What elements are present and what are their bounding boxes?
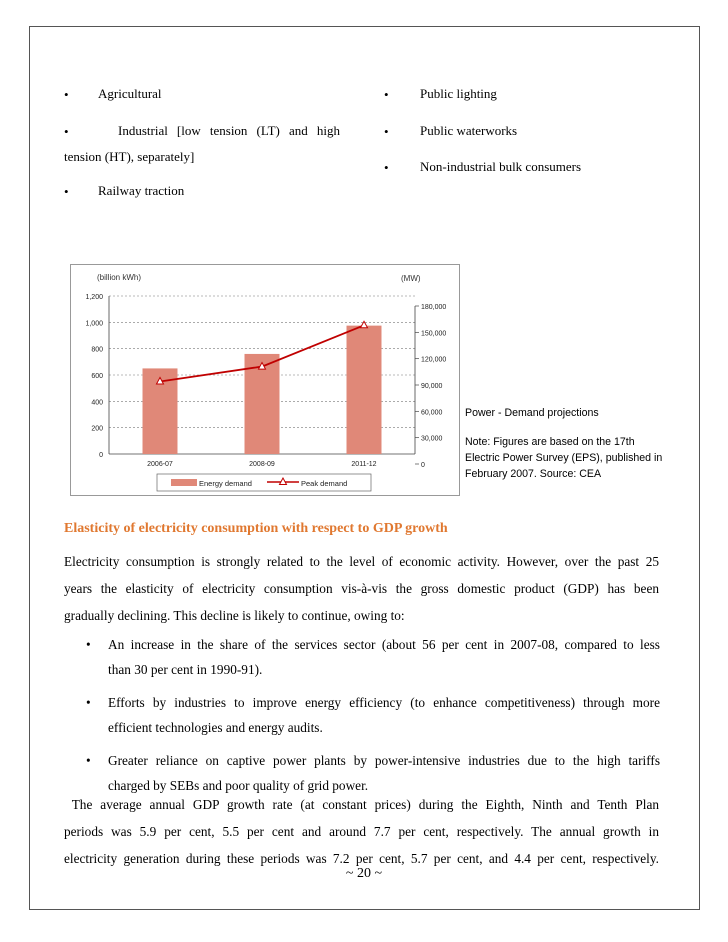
- bullet-symbol: •: [64, 124, 69, 139]
- bullet-symbol: •: [384, 124, 389, 139]
- list-item: [64, 632, 660, 682]
- bullet-public-waterworks: Public waterworks: [420, 123, 518, 138]
- intro-line: gradually declining. This decline is likely to continue, owing to:: [64, 608, 405, 623]
- y-tick-label-right: 60,000: [421, 409, 443, 417]
- bar-energy-demand: [347, 326, 382, 454]
- x-tick-label: 2008-09: [249, 461, 275, 468]
- bullet-bulk-consumers: Non-industrial bulk consumers: [420, 159, 582, 174]
- y-tick-label-right: 120,000: [421, 356, 447, 364]
- y-tick-label-right: 0: [421, 462, 425, 469]
- left-axis-unit-label: (billion kWh): [97, 273, 142, 282]
- closing-line: The average annual GDP growth rate (at constant prices) during the Eighth, Ninth and Tenth Plan: [64, 797, 659, 812]
- legend-swatch-energy: [171, 479, 197, 486]
- x-tick-label: 2006-07: [147, 461, 173, 468]
- bullet-public-lighting: Public lighting: [420, 86, 497, 101]
- intro-line: years the elasticity of electricity consumption vis-à-vis the gross domestic product (GDP) has been: [64, 581, 659, 596]
- y-tick-label-right: 150,000: [421, 330, 447, 338]
- bullet-symbol: •: [86, 637, 91, 652]
- y-tick-label-right: 90,000: [421, 383, 443, 390]
- closing-paragraph: [64, 791, 659, 872]
- chart-note-line: February 2007. Source: CEA: [465, 468, 602, 480]
- bullet-symbol: •: [384, 160, 389, 175]
- chart-caption: Power - Demand projections: [465, 407, 599, 419]
- y-tick-label-left: 800: [91, 346, 103, 354]
- list-item: [64, 690, 660, 740]
- bullet-symbol: •: [86, 753, 91, 768]
- y-tick-label-left: 0: [99, 452, 103, 459]
- demand-chart: [70, 264, 460, 496]
- bullet-symbol: •: [64, 87, 69, 102]
- right-axis-unit-label: (MW): [401, 274, 421, 283]
- bullet-railway: Railway traction: [98, 183, 185, 198]
- intro-paragraph: [64, 548, 659, 629]
- chart-note-line: Note: Figures are based on the 17th: [465, 436, 635, 448]
- y-tick-label-right: 30,000: [421, 435, 443, 443]
- y-tick-label-left: 600: [91, 373, 103, 380]
- section-heading: Elasticity of electricity consumption with respect to GDP growth: [64, 521, 448, 536]
- bullet-symbol: •: [384, 87, 389, 102]
- y-tick-label-right: 180,000: [421, 304, 447, 311]
- reason-line: than 30 per cent in 1990-91).: [108, 662, 263, 677]
- y-tick-label-left: 200: [91, 425, 103, 433]
- chart-note-line: Electric Power Survey (EPS), published in: [465, 452, 663, 464]
- legend-label-energy: Energy demand: [199, 479, 252, 488]
- bullet-agricultural: Agricultural: [98, 86, 162, 101]
- y-tick-label-left: 1,000: [85, 320, 103, 328]
- y-tick-label-left: 400: [91, 399, 103, 407]
- demand-chart-svg: [71, 265, 459, 495]
- closing-line: periods was 5.9 per cent, 5.5 per cent and around 7.7 per cent, respectively. The annual growth in: [64, 824, 659, 839]
- intro-line: Electricity consumption is strongly related to the level of economic activity. However, over the past 25: [64, 554, 659, 569]
- bullet-symbol: •: [86, 695, 91, 710]
- x-tick-label: 2011-12: [351, 461, 377, 468]
- reasons-list: [64, 632, 660, 806]
- reason-line: efficient technologies and energy audits.: [108, 720, 323, 735]
- reason-line: charged by SEBs and poor quality of grid power.: [108, 778, 369, 793]
- reason-line: An increase in the share of the services sector (about 56 per cent in 2007-08, compared to less: [108, 637, 660, 652]
- legend-label-peak: Peak demand: [301, 479, 348, 488]
- y-tick-label-left: 1,200: [85, 294, 103, 301]
- page-number: ~ 20 ~: [345, 866, 383, 881]
- reason-line: Greater reliance on captive power plants by power-intensive industries due to the high tariffs: [108, 753, 660, 768]
- bullet-symbol: •: [64, 184, 69, 199]
- closing-line: electricity generation during these periods was 7.2 per cent, 5.7 per cent, and 4.4 per cent, respectively.: [64, 851, 659, 866]
- bullet-industrial: Industrial [low tension (LT) and high: [118, 123, 340, 138]
- reason-line: Efforts by industries to improve energy efficiency (to enhance competitiveness) through more: [108, 695, 660, 710]
- bullet-industrial-continuation: tension (HT), separately]: [64, 149, 195, 164]
